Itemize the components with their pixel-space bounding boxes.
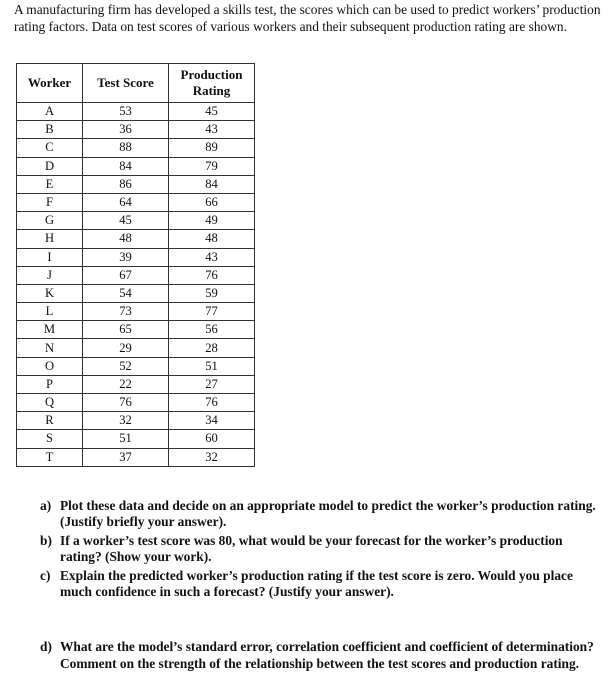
question-a — [40, 498, 600, 530]
cell-test-score: 45 — [83, 212, 169, 230]
cell-worker: F — [17, 193, 83, 211]
table-row — [17, 230, 255, 248]
table-row — [17, 412, 255, 430]
cell-worker: C — [17, 139, 83, 157]
cell-production-rating: 79 — [169, 157, 255, 175]
cell-test-score: 84 — [83, 157, 169, 175]
question-label: d) — [40, 639, 52, 654]
cell-worker: I — [17, 248, 83, 266]
cell-test-score: 76 — [83, 394, 169, 412]
table-row — [17, 284, 255, 302]
cell-production-rating: 32 — [169, 448, 255, 466]
table-header-row — [17, 64, 255, 103]
cell-production-rating: 76 — [169, 266, 255, 284]
cell-production-rating: 49 — [169, 212, 255, 230]
cell-test-score: 51 — [83, 430, 169, 448]
cell-production-rating: 76 — [169, 394, 255, 412]
table-row — [17, 139, 255, 157]
question-c — [40, 568, 600, 600]
cell-production-rating: 27 — [169, 375, 255, 393]
table-row — [17, 375, 255, 393]
cell-production-rating: 89 — [169, 139, 255, 157]
table-row — [17, 175, 255, 193]
cell-worker: O — [17, 357, 83, 375]
cell-production-rating: 48 — [169, 230, 255, 248]
cell-worker: E — [17, 175, 83, 193]
cell-worker: H — [17, 230, 83, 248]
cell-worker: Q — [17, 394, 83, 412]
question-text: What are the model’s standard error, correlation coefficient and coefficient of determination? Comment on the strength of the relationship between the test scores and production rating. — [60, 639, 594, 671]
table-row — [17, 266, 255, 284]
cell-worker: S — [17, 430, 83, 448]
cell-worker: P — [17, 375, 83, 393]
table-row — [17, 121, 255, 139]
cell-test-score: 53 — [83, 103, 169, 121]
intro-paragraph: A manufacturing firm has developed a skills test, the scores which can be used to predict workers’ production rating factors. Data on test scores of various workers and their subsequent production rating are shown. — [14, 2, 601, 34]
cell-worker: M — [17, 321, 83, 339]
question-d — [40, 639, 600, 672]
table-row — [17, 357, 255, 375]
question-list — [40, 498, 600, 603]
question-label: a) — [40, 498, 52, 513]
cell-worker: A — [17, 103, 83, 121]
table-row — [17, 103, 255, 121]
table-row — [17, 303, 255, 321]
cell-test-score: 64 — [83, 193, 169, 211]
cell-test-score: 54 — [83, 284, 169, 302]
cell-production-rating: 66 — [169, 193, 255, 211]
cell-production-rating: 77 — [169, 303, 255, 321]
cell-production-rating: 45 — [169, 103, 255, 121]
cell-test-score: 86 — [83, 175, 169, 193]
cell-production-rating: 28 — [169, 339, 255, 357]
table-row — [17, 339, 255, 357]
header-production-rating: Production Rating — [169, 64, 255, 103]
question-text: Plot these data and decide on an appropriate model to predict the worker’s production rating. (Justify briefly your answer). — [60, 498, 596, 529]
table-body — [17, 103, 255, 467]
table-row — [17, 394, 255, 412]
cell-production-rating: 43 — [169, 121, 255, 139]
cell-worker: T — [17, 448, 83, 466]
table-row — [17, 193, 255, 211]
cell-worker: G — [17, 212, 83, 230]
cell-production-rating: 34 — [169, 412, 255, 430]
cell-test-score: 36 — [83, 121, 169, 139]
cell-worker: B — [17, 121, 83, 139]
cell-test-score: 22 — [83, 375, 169, 393]
cell-test-score: 48 — [83, 230, 169, 248]
question-text: If a worker’s test score was 80, what would be your forecast for the worker’s production rating? (Show your work). — [60, 533, 563, 564]
question-label: c) — [40, 568, 51, 583]
cell-worker: N — [17, 339, 83, 357]
table-row — [17, 157, 255, 175]
cell-test-score: 73 — [83, 303, 169, 321]
question-text: Explain the predicted worker’s production rating if the test score is zero. Would you place much confidence in such a forecast? (Justify your answer). — [60, 568, 573, 599]
table-row — [17, 212, 255, 230]
cell-production-rating: 56 — [169, 321, 255, 339]
cell-worker: K — [17, 284, 83, 302]
table-row — [17, 430, 255, 448]
table-row — [17, 448, 255, 466]
data-table — [16, 63, 255, 467]
question-label: b) — [40, 533, 52, 548]
cell-test-score: 52 — [83, 357, 169, 375]
cell-production-rating: 60 — [169, 430, 255, 448]
table-row — [17, 321, 255, 339]
cell-test-score: 29 — [83, 339, 169, 357]
question-b — [40, 533, 600, 565]
cell-test-score: 37 — [83, 448, 169, 466]
cell-test-score: 32 — [83, 412, 169, 430]
cell-worker: R — [17, 412, 83, 430]
cell-production-rating: 84 — [169, 175, 255, 193]
cell-production-rating: 51 — [169, 357, 255, 375]
cell-worker: J — [17, 266, 83, 284]
header-test-score: Test Score — [83, 64, 169, 103]
cell-worker: L — [17, 303, 83, 321]
header-worker: Worker — [17, 64, 83, 103]
cell-worker: D — [17, 157, 83, 175]
table-row — [17, 248, 255, 266]
cell-test-score: 65 — [83, 321, 169, 339]
cell-test-score: 39 — [83, 248, 169, 266]
cell-production-rating: 43 — [169, 248, 255, 266]
cell-test-score: 67 — [83, 266, 169, 284]
cell-test-score: 88 — [83, 139, 169, 157]
cell-production-rating: 59 — [169, 284, 255, 302]
